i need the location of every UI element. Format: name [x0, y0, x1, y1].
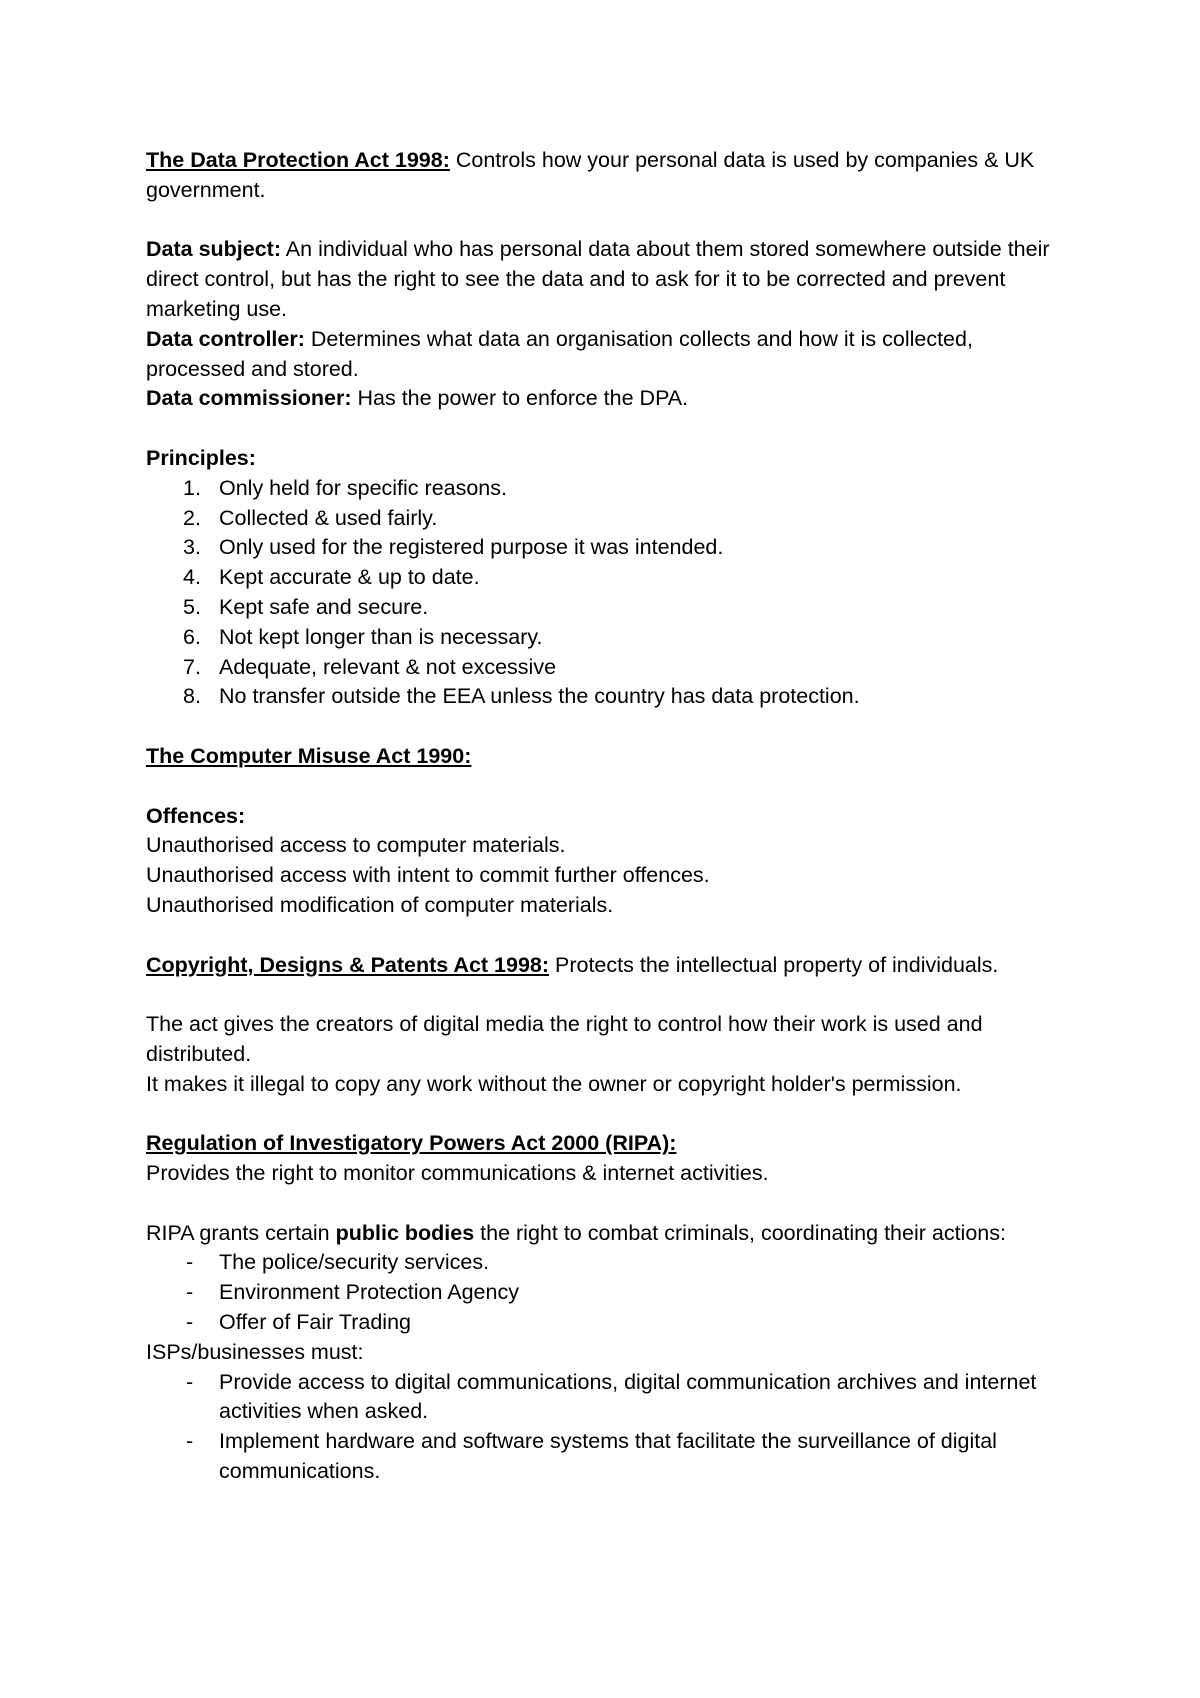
list-item-text: Implement hardware and software systems that facilitate the surveillance of digital communications.	[219, 1429, 997, 1484]
list-number: 7.	[183, 654, 201, 679]
public-bodies-list	[146, 1248, 1076, 1337]
cdpa-paragraph-2: It makes it illegal to copy any work without the owner or copyright holder's permission.	[146, 1071, 962, 1096]
list-item-text: Kept accurate & up to date.	[219, 565, 480, 590]
cdpa-description: Protects the intellectual property of individuals.	[549, 952, 999, 977]
dash-bullet: -	[186, 1280, 194, 1305]
dash-bullet: -	[186, 1429, 194, 1454]
definition-text: Determines what data an organisation collects and how it is collected, processed and stored.	[146, 326, 973, 381]
isps-list	[146, 1368, 1076, 1487]
offences-heading: Offences:	[146, 803, 246, 828]
list-item	[146, 653, 1076, 683]
principles-list	[146, 474, 1076, 712]
list-item	[146, 1248, 1076, 1278]
definition-data-controller	[146, 325, 1076, 385]
document-page	[146, 146, 1076, 1487]
definition-text: Has the power to enforce the DPA.	[351, 386, 689, 411]
principles-heading: Principles:	[146, 445, 256, 470]
list-number: 5.	[183, 594, 201, 619]
list-number: 2.	[183, 505, 201, 530]
definition-data-commissioner	[146, 384, 1076, 414]
offence-line: Unauthorised access to computer materials.	[146, 833, 566, 858]
dash-bullet: -	[186, 1250, 194, 1275]
cdpa-paragraph	[146, 951, 1076, 981]
definition-text: An individual who has personal data about them stored somewhere outside their direct control, but has the right to see the data and to ask for it to be corrected and prevent marketing use.	[146, 237, 1050, 321]
definition-term: Data subject:	[146, 237, 282, 262]
definition-data-subject	[146, 235, 1076, 324]
list-item-text: No transfer outside the EEA unless the country has data protection.	[219, 684, 860, 709]
list-number: 1.	[183, 475, 201, 500]
definition-term: Data controller:	[146, 326, 305, 351]
dash-bullet: -	[186, 1369, 194, 1394]
list-item	[146, 474, 1076, 504]
ripa-grants-pre: RIPA grants certain	[146, 1220, 336, 1245]
ripa-title: Regulation of Investigatory Powers Act 2000 (RIPA):	[146, 1131, 677, 1156]
list-item	[146, 1427, 1076, 1487]
list-item-text: Not kept longer than is necessary.	[219, 624, 543, 649]
dpa-description: Controls how your personal data is used by companies & UK government.	[146, 148, 1035, 202]
list-item	[146, 504, 1076, 534]
offence-line: Unauthorised modification of computer materials.	[146, 892, 614, 917]
list-item-text: Environment Protection Agency	[219, 1280, 519, 1305]
list-number: 3.	[183, 535, 201, 560]
list-item-text: Adequate, relevant & not excessive	[219, 654, 557, 679]
cdpa-title: Copyright, Designs & Patents Act 1998:	[146, 952, 550, 977]
list-item-text: Only held for specific reasons.	[219, 475, 507, 500]
list-number: 6.	[183, 624, 201, 649]
isps-heading: ISPs/businesses must:	[146, 1339, 364, 1364]
ripa-public-bodies: public bodies	[335, 1220, 475, 1245]
dash-bullet: -	[186, 1310, 194, 1335]
ripa-grants-post: the right to combat criminals, coordinating their actions:	[474, 1220, 1006, 1245]
ripa-grants	[146, 1219, 1076, 1249]
list-item-text: Only used for the registered purpose it was intended.	[219, 535, 724, 560]
dpa-paragraph	[146, 146, 1076, 206]
list-item	[146, 533, 1076, 563]
cdpa-paragraph-1: The act gives the creators of digital media the right to control how their work is used and distributed.	[146, 1012, 983, 1066]
ripa-description: Provides the right to monitor communications & internet activities.	[146, 1161, 769, 1186]
list-item	[146, 1308, 1076, 1338]
list-number: 8.	[183, 684, 201, 709]
list-item-text: Collected & used fairly.	[219, 505, 438, 530]
list-item-text: The police/security services.	[219, 1250, 490, 1275]
list-item	[146, 1368, 1076, 1428]
list-item	[146, 563, 1076, 593]
cma-title: The Computer Misuse Act 1990:	[146, 743, 472, 768]
list-item	[146, 1278, 1076, 1308]
dpa-title: The Data Protection Act 1998:	[146, 148, 450, 172]
offence-line: Unauthorised access with intent to commit further offences.	[146, 863, 710, 888]
list-number: 4.	[183, 565, 201, 590]
list-item	[146, 593, 1076, 623]
list-item	[146, 623, 1076, 653]
list-item-text: Provide access to digital communications, digital communication archives and internet activities when asked.	[219, 1369, 1037, 1424]
list-item-text: Offer of Fair Trading	[219, 1310, 411, 1335]
list-item	[146, 682, 1076, 712]
definition-term: Data commissioner:	[146, 386, 352, 411]
list-item-text: Kept safe and secure.	[219, 594, 429, 619]
